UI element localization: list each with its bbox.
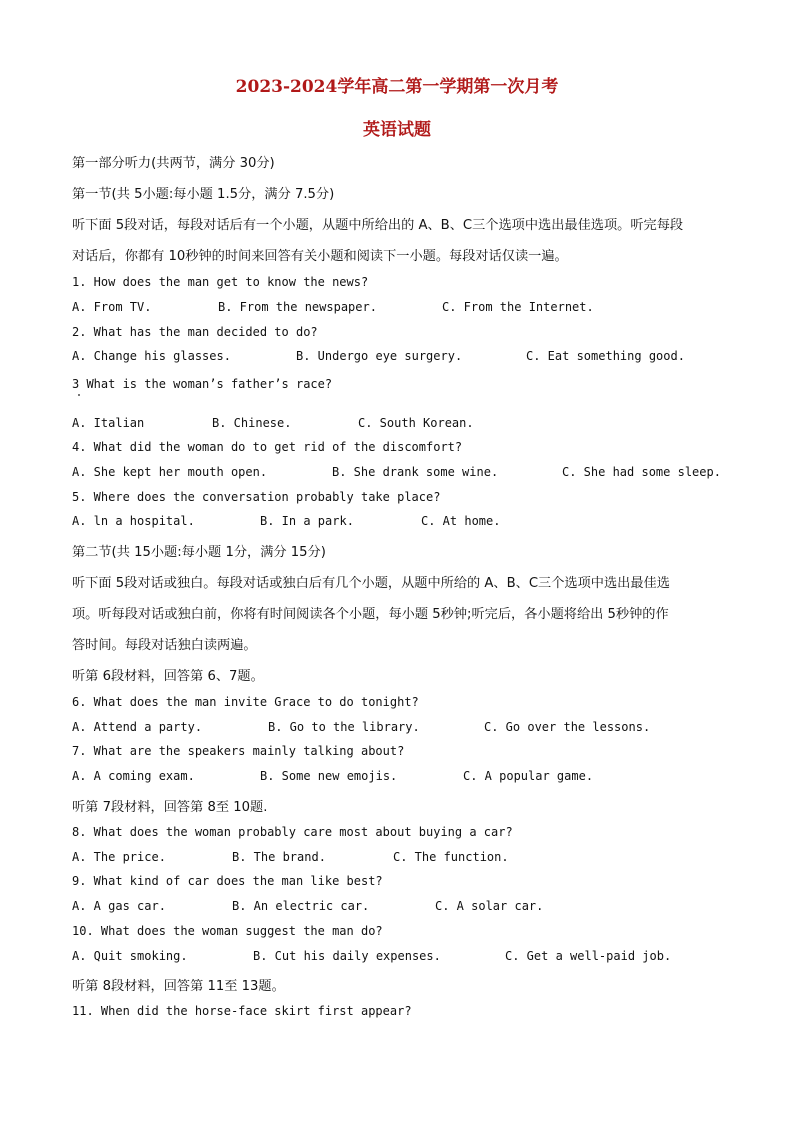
section1-instructions-line2: 对话后，你都有 10秒钟的时间来回答有关小题和阅读下一小题。每段对话仅读一遍。 [72, 249, 568, 264]
question-stem: 7. What are the speakers mainly talking about? [72, 744, 405, 758]
option-b: B. The brand. [232, 850, 326, 864]
question-stem: 4. What did the woman do to get rid of the discomfort? [72, 440, 463, 454]
option-b: B. Undergo eye surgery. [296, 349, 463, 363]
option-b: B. She drank some wine. [332, 465, 499, 479]
question-stem: 11. When did the horse-face skirt first appear? [72, 1004, 412, 1018]
option-c: C. A solar car. [435, 899, 544, 913]
section2-instructions-line3: 答时间。每段对话独白读两遍。 [72, 638, 257, 653]
material-8-label: 听第 8段材料，回答第 11至 13题。 [72, 979, 285, 994]
option-c: C. At home. [421, 514, 501, 528]
question-stem: 3 What is the woman’s father’s race? [72, 377, 333, 391]
section1-instructions-line1: 听下面 5段对话，每段对话后有一个小题，从题中所给出的 A、B、C三个选项中选出最佳选项。听完每段 [72, 218, 684, 233]
option-b: B. Go to the library. [268, 720, 420, 734]
exam-title: 2023-2024学年高二第一学期第一次月考 [235, 77, 559, 97]
option-a: A. Attend a party. [72, 720, 203, 734]
option-b: B. From the newspaper. [218, 300, 377, 314]
section1-heading: 第一节(共 5小题:每小题 1.5分，满分 7.5分) [72, 187, 335, 202]
material-6-label: 听第 6段材料，回答第 6、7题。 [72, 669, 264, 684]
section2-heading: 第二节(共 15小题:每小题 1分，满分 15分) [72, 545, 326, 560]
option-a: A. ln a hospital. [72, 514, 195, 528]
part1-heading: 第一部分听力(共两节，满分 30分) [72, 156, 275, 171]
question-stem: 6. What does the man invite Grace to do tonight? [72, 695, 419, 709]
option-c: C. The function. [393, 850, 509, 864]
question-stem: 8. What does the woman probably care most about buying a car? [72, 825, 513, 839]
option-b: B. Cut his daily expenses. [253, 949, 441, 963]
section2-instructions-line2: 项。听每段对话或独白前，你将有时间阅读各个小题，每小题 5秒钟;听完后，各小题将给出 5秒钟的作 [72, 607, 669, 622]
option-c: C. From the Internet. [442, 300, 594, 314]
option-a: A. Italian [72, 416, 145, 430]
option-c: C. A popular game. [463, 769, 594, 783]
option-c: C. She had some sleep. [562, 465, 721, 479]
option-c: C. Get a well-paid job. [505, 949, 672, 963]
exam-subtitle: 英语试题 [363, 120, 431, 140]
option-b: B. An electric car. [232, 899, 370, 913]
question-stem: 5. Where does the conversation probably take place? [72, 490, 441, 504]
option-a: A. Change his glasses. [72, 349, 231, 363]
option-a: A. The price. [72, 850, 166, 864]
question-stem: 2. What has the man decided to do? [72, 325, 318, 339]
question-stem: 10. What does the woman suggest the man do? [72, 924, 383, 938]
option-c: C. Eat something good. [526, 349, 685, 363]
option-a: A. She kept her mouth open. [72, 465, 268, 479]
option-a: A. A gas car. [72, 899, 166, 913]
stray-mark [78, 394, 80, 396]
option-a: A. Quit smoking. [72, 949, 188, 963]
option-c: C. South Korean. [358, 416, 474, 430]
question-stem: 9. What kind of car does the man like best? [72, 874, 383, 888]
material-7-label: 听第 7段材料，回答第 8至 10题. [72, 800, 268, 815]
option-b: B. Some new emojis. [260, 769, 398, 783]
option-b: B. In a park. [260, 514, 354, 528]
option-c: C. Go over the lessons. [484, 720, 651, 734]
section2-instructions-line1: 听下面 5段对话或独白。每段对话或独白后有几个小题，从题中所给的 A、B、C三个选项中选出最佳选 [72, 576, 670, 591]
question-stem: 1. How does the man get to know the news? [72, 275, 369, 289]
option-a: A. From TV. [72, 300, 152, 314]
option-a: A. A coming exam. [72, 769, 195, 783]
option-b: B. Chinese. [212, 416, 292, 430]
